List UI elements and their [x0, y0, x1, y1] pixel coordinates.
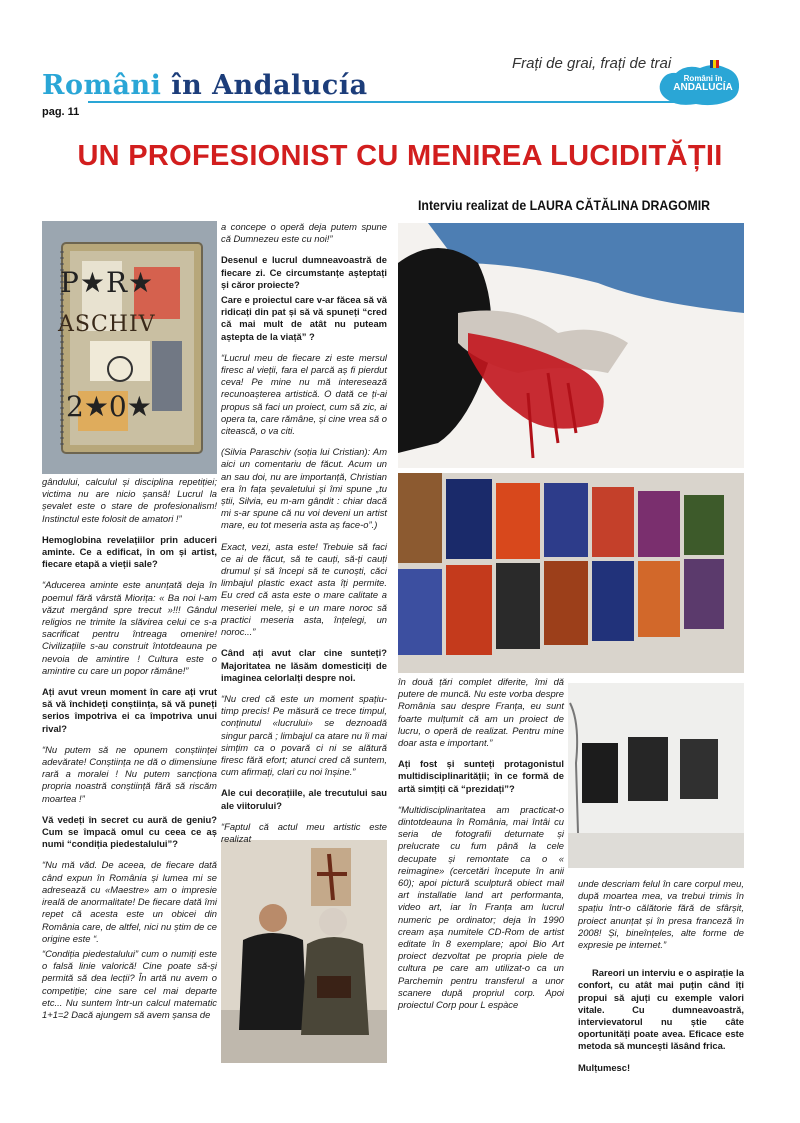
- col2-question-2: Care e proiectul care v-ar făcea să vă ridicați din pat și să vă spuneți “cred că mai mult de atât nu puteam aștepta de la viață” ?: [221, 294, 387, 342]
- col4-thanks: Mulțumesc!: [578, 1061, 631, 1073]
- col2-question-3: Când ați avut clar cine sunteți? Majoritatea ne lăsăm domesticiți de imaginea celorlalți despre noi.: [221, 647, 387, 683]
- byline: Interviu realizat de LAURA CĂTĂLINA DRAGOMIR: [418, 197, 711, 213]
- cover-letters-1: P★R★: [60, 266, 155, 299]
- two-men-illustration: [221, 840, 387, 1063]
- logo-text: [672, 74, 734, 92]
- panels-exhibition-illustration: [398, 473, 744, 673]
- col1-question-1: Hemoglobina revelațiilor prin aduceri aminte. Ce a edificat, în om și artist, fiecare etapă a vieții sale?: [42, 533, 217, 570]
- col1-question-3: Vă vedeți în secret cu aură de geniu? Cum se împacă omul cu ceea ce aș numi “condiția piedestalului”?: [42, 813, 217, 850]
- masthead-andalucia: Andalucía: [212, 70, 368, 101]
- column-3: [398, 676, 564, 1020]
- col4-closing: Rareori un interviu e o aspirație la confort, cu atât mai puțin când îți propui să ajuți cu exemple valori vitale. Cu dumneavoastră, intervievatorul nu știe câte oportunități poate avea. Eficace este metoda să muncești lăsând frica.: [578, 967, 744, 1052]
- masthead-in: în: [161, 70, 213, 101]
- column-1: [42, 476, 217, 1030]
- gallery-prints-photo: [568, 683, 744, 868]
- column-4: [578, 878, 744, 1083]
- col1-answer-4: “Condiția piedestalului” cum o numiți este o falsă linie valorică! Cine poate să-și permită să dea lecții? În artă nu avem o competiție; cine sare cel mai departe etc... Nu suntem într-un calcul matematic 1+1=2 Dacă ajungem să avem șansa de: [42, 947, 217, 1020]
- face-artwork-photo: [398, 223, 744, 468]
- artwork-cover-illustration: [42, 221, 217, 474]
- cover-letters-3: 2★0★: [66, 390, 152, 423]
- col1-answer-1: “Aducerea aminte este anunțată deja în poemul fără vârstă Miorița: « Ba noi l-am văzut mergând spre trecut »!!! Gândul religios ne trimite la slăvirea celui ce s-a sacrificat pentru întreaga omenire! Civilizațiile s-au construit întotdeauna pe nevoia de amintire ! Cultura este o amintire cu care un popor rămâne!”: [42, 579, 217, 676]
- panels-exhibition-photo: [398, 473, 744, 673]
- masthead-romani: Români: [42, 70, 162, 101]
- gallery-prints-illustration: [568, 683, 744, 868]
- col1-answer-3: “Nu mă văd. De aceea, de fiecare dată când expun în România și lumea mi se adresează cu «Maestre» am o impresie ireală de anormalitate! De fiecare dată îmi repet că acesta este un obicei din România care, de altfel, nici nu știm de ce origine este “.: [42, 859, 217, 944]
- col4-continuation: unde descriam felul în care corpul meu, după moartea mea, va trebui trimis în spațiu într-o călătorie fără de sfârșit, proiect anunțat și în presa franceză în 2008! Și, bineînțeles, alte forme de expresie pe internet.”: [578, 878, 744, 951]
- col2-question-4: Ale cui decorațiile, ale trecutului sau ale viitorului?: [221, 787, 387, 811]
- col2-answer-1: “Lucrul meu de fiecare zi este mersul firesc al vieții, fara el parcă aș fi pierdut ceva! Pe mine nu mă interesează recunoașterea artistică. O dată ce ți-ai propus să faci un proiect, cum să zic, ai opera ta, care rămâne, și cine vrea să o citească, o va citi.: [221, 351, 387, 437]
- column-2: [221, 221, 387, 854]
- col1-continuation: gândului, calculul și disciplina repetiției; victima nu are nicio șansă! Lucrul la șevalet este o stare de profesionalism! Instinctul este folosit de amatori !”: [42, 476, 217, 524]
- cover-letters-2: ASCHIV: [58, 312, 156, 337]
- col3-continuation: în două țări complet diferite, îmi dă putere de muncă. Nu este vorba despre România sau despre Franța, eu sunt foarte mulțumit că am un proiect de lucru, o operă de realizat. Pentru mine doar asta e important.”: [398, 676, 564, 749]
- col1-question-2: Ați avut vreun moment în care ați vrut să vă închideți conștiința, să vă puneți serios împotriva ei ca împotriva unui rival?: [42, 686, 217, 734]
- col2-question-1: Desenul e lucrul dumneavoastră de fiecare zi. Ce circumstanțe așteptați și căror proiecte?: [221, 254, 387, 290]
- col3-question-1: Ați fost și sunteți protagonistul multidisciplinarității; în ce formă de artă simțiți că “prezidați”?: [398, 758, 564, 794]
- col2-continuation: a concepe o operă deja putem spune că Dumnezeu este cu noi!”: [221, 221, 387, 245]
- logo-text-line2: ANDALUCÍA: [673, 82, 733, 93]
- logo-text-line1: Români în: [683, 74, 723, 83]
- page-number: pag. 11: [42, 106, 80, 118]
- col2-answer-2: (Silvia Paraschiv (soția lui Cristian): Am aici un comentariu de făcut. Acum un an sau doi, nu are importanță, Christian era în fața șevaletului și îmi spune „tu știi, Silvia, eu m-am gândit : chiar dacă mi s-ar spune că nu voi deveni un artist mare, eu tot meseria asta aș face-o”.): [221, 446, 387, 531]
- masthead: [42, 70, 368, 101]
- col3-answer-1: “Multidisciplinaritatea am practicat-o dintotdeauna în România, mai întâi cu seria de fotografii deturnate și prelucrate cu fum până la cele decupate și remontate ca o « reimagine» (cercetări începute în anii 60); apoi pictură sculptură obiect mail art installatie land art performanta, video art, iar în Franța am lucrul numeric pe ordinator; deja în 1990 cream așa numitele CD-Rom de artist editate în 8 exemplare; apoi Bio Art proiect dezvoltat pe propria piele de cultura pe care am utilizat-o ca un Parchemin pentru transferul a unor scanere după propriul corp. Apoi proiectul Corp pour L espàce: [398, 803, 564, 1011]
- col2-answer-4: “Nu cred că este un moment spațiu-timp precis! Pe măsură ce trece timpul, conținutul «lucrului» se deznoadă singur parcă ; limbajul ca atare nu îi mai simțim ca o povară ci ni se alătură firesc fără efort; atunci cred că suntem, cum afirmați, clari cu noi înșine.”: [221, 692, 387, 778]
- headline: UN PROFESIONIST CU MENIREA LUCIDITĂȚII: [77, 140, 723, 172]
- two-men-photo: [221, 840, 387, 1063]
- col2-answer-5: “Faptul că actul meu artistic este realizat: [221, 820, 387, 844]
- tagline: Frați de grai, frați de trai: [512, 55, 672, 72]
- header-rule: [88, 101, 688, 103]
- artwork-cover-photo: [42, 221, 217, 474]
- col2-answer-3: Exact, vezi, asta este! Trebuie să faci ce ai de făcut, să te cauți, să-ți cauți drumul și să începi să te cunoști, căci limbajul plastic exact asta îți permite. Eu cred că asta este o mare calitate a meseriei mele, și e un mare noroc să practici meseria asta, înțelegi, un noroc...”: [221, 540, 387, 638]
- col1-answer-2: “Nu putem să ne opunem conștiinței adevărate! Conștiința ne dă o dimensiune rară a moralei ! Nu putem sancționa propria noastră conștiință fără să riscăm moartea !”: [42, 743, 217, 804]
- face-artwork-illustration: [398, 223, 744, 468]
